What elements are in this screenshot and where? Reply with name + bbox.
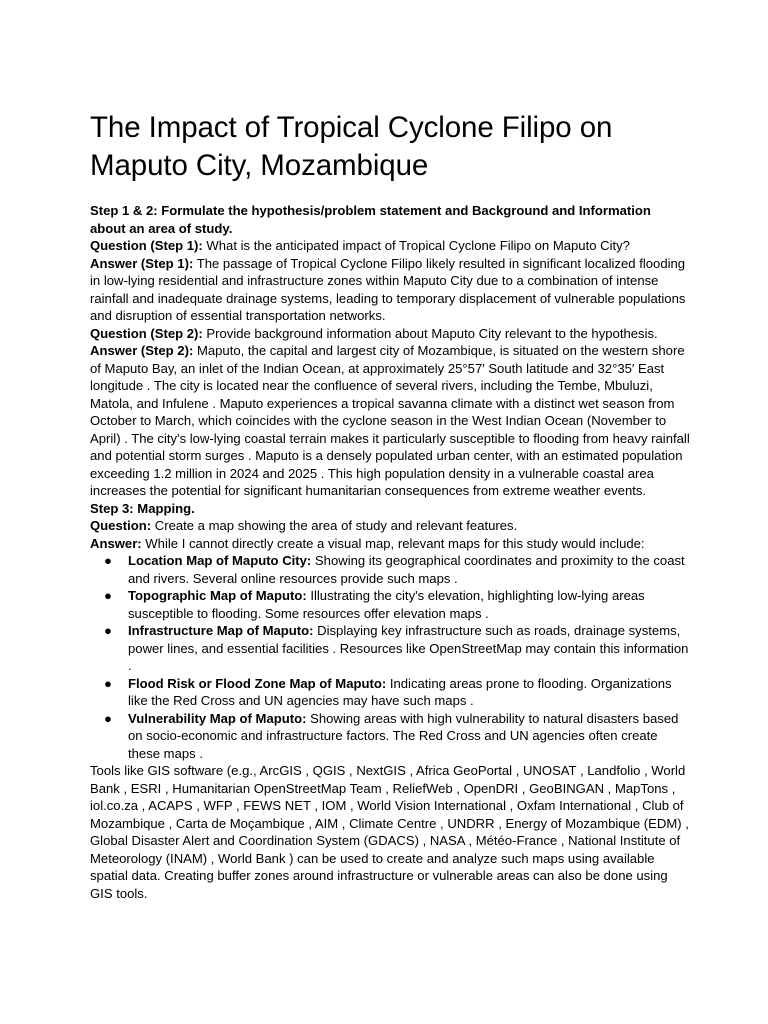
bullet-icon: ● (104, 675, 112, 691)
tools-paragraph: Tools like GIS software (e.g., ArcGIS , QGIS , NextGIS , Africa GeoPortal , UNOSAT , Landfolio , World Bank , ESRI , Humanitarian OpenStreetMap Team , ReliefWeb , OpenDRI , GeoBINGAN , MapTons , iol.co.za , ACAPS , WFP , FEWS NET , IOM , World Vision International , Oxfam International , Club of Mozambique , Carta de Moçambique , AIM , Climate Centre , UNDRR , Energy of Mozambique (EDM) , Global Disaster Alert and Coordination System (GDACS) , NASA , Météo-France , National Institute of Meteorology (INAM) , World Bank ) can be used to create and analyze such maps using available spatial data. Creating buffer zones around infrastructure or vulnerable areas can also be done using GIS tools. (90, 763, 689, 901)
question-step3-text: Create a map showing the area of study and relevant features. (151, 518, 518, 533)
step12-heading-text: Step 1 & 2: Formulate the hypothesis/problem statement and Background and Information about an area of study. (90, 203, 651, 236)
list-item (104, 587, 690, 622)
question-step2-text: Provide background information about Maputo City relevant to the hypothesis. (202, 325, 658, 341)
list-item-label: Infrastructure Map of Maputo: (128, 623, 314, 638)
bullet-icon: ● (104, 553, 112, 568)
list-item (104, 710, 690, 763)
list-item-text: Showing its geographical coordinates and proximity to the coast and rivers. Several online resources provide such maps . (128, 553, 685, 586)
step3-heading-text: Step 3: Mapping. (90, 500, 195, 516)
list-item-text: Illustrating the city's elevation, highlighting low-lying areas susceptible to flooding. Some resources offer elevation maps . (128, 588, 645, 621)
step12-heading (90, 202, 690, 237)
bullet-icon: ● (104, 623, 112, 638)
answer-step3-label: Answer: (90, 535, 142, 551)
list-item (104, 675, 690, 710)
list-item-text: Showing areas with high vulnerability to natural disasters based on socio-economic and infrastructure factors. The Red Cross and UN agencies often create these maps . (128, 710, 679, 761)
question-step2 (90, 325, 690, 343)
answer-step3 (90, 535, 690, 553)
list-item-label: Flood Risk or Flood Zone Map of Maputo: (128, 675, 387, 691)
document-body (90, 202, 690, 902)
answer-step2-label: Answer (Step 2): (90, 343, 194, 358)
answer-step1 (90, 255, 690, 325)
answer-step2 (90, 342, 690, 500)
list-item-label: Topographic Map of Maputo: (128, 588, 307, 603)
answer-step1-text: The passage of Tropical Cyclone Filipo likely resulted in significant localized flooding in low-lying residential and infrastructure zones within Maputo City due to a combination of intense rainfall and inadequate drainage systems, leading to temporary displacement of vulnerable populations and disruption of essential transportation networks. (90, 255, 686, 323)
map-list (90, 552, 690, 762)
question-step3 (90, 517, 690, 535)
list-item-label: Location Map of Maputo City: (128, 553, 312, 568)
list-item (104, 552, 690, 587)
step3-heading (90, 500, 690, 518)
answer-step3-text: While I cannot directly create a visual map, relevant maps for this study would include: (141, 535, 645, 551)
question-step1-label: Question (Step 1): (90, 238, 203, 253)
list-item-text: Displaying key infrastructure such as roads, drainage systems, power lines, and essential facilities . Resources like OpenStreetMap may contain this information . (128, 623, 689, 673)
page-title: The Impact of Tropical Cyclone Filipo on Maputo City, Mozambique (90, 111, 613, 182)
bullet-icon: ● (104, 710, 112, 726)
question-step1-text: What is the anticipated impact of Tropical Cyclone Filipo on Maputo City? (202, 238, 630, 253)
answer-step1-label: Answer (Step 1): (90, 255, 194, 271)
question-step1 (90, 237, 690, 255)
question-step2-label: Question (Step 2): (90, 325, 203, 341)
list-item-text: Indicating areas prone to flooding. Organizations like the Red Cross and UN agencies may have such maps . (128, 675, 672, 708)
answer-step2-text: Maputo, the capital and largest city of Mozambique, is situated on the western shore of Maputo Bay, an inlet of the Indian Ocean, at approximately 25°57′ South latitude and 32°35′ East longitude . The city is located near the confluence of several rivers, including the Tembe, Mbuluzi, Matola, and Infulene . Maputo experiences a tropical savanna climate with a distinct wet season from October to March, which coincides with the cyclone season in the West Indian Ocean (November to April) . The city's low-lying coastal terrain makes it particularly susceptible to flooding from heavy rainfall and potential storm surges . Maputo is a densely populated urban center, with an estimated population exceeding 1.2 million in 2024 and 2025 . This high population density in a vulnerable coastal area increases the potential for significant humanitarian consequences from extreme weather events. (90, 343, 690, 498)
bullet-icon: ● (104, 588, 112, 603)
question-step3-label: Question: (90, 518, 152, 533)
list-item (104, 622, 690, 675)
list-item-label: Vulnerability Map of Maputo: (128, 710, 307, 726)
document-page (90, 109, 690, 902)
